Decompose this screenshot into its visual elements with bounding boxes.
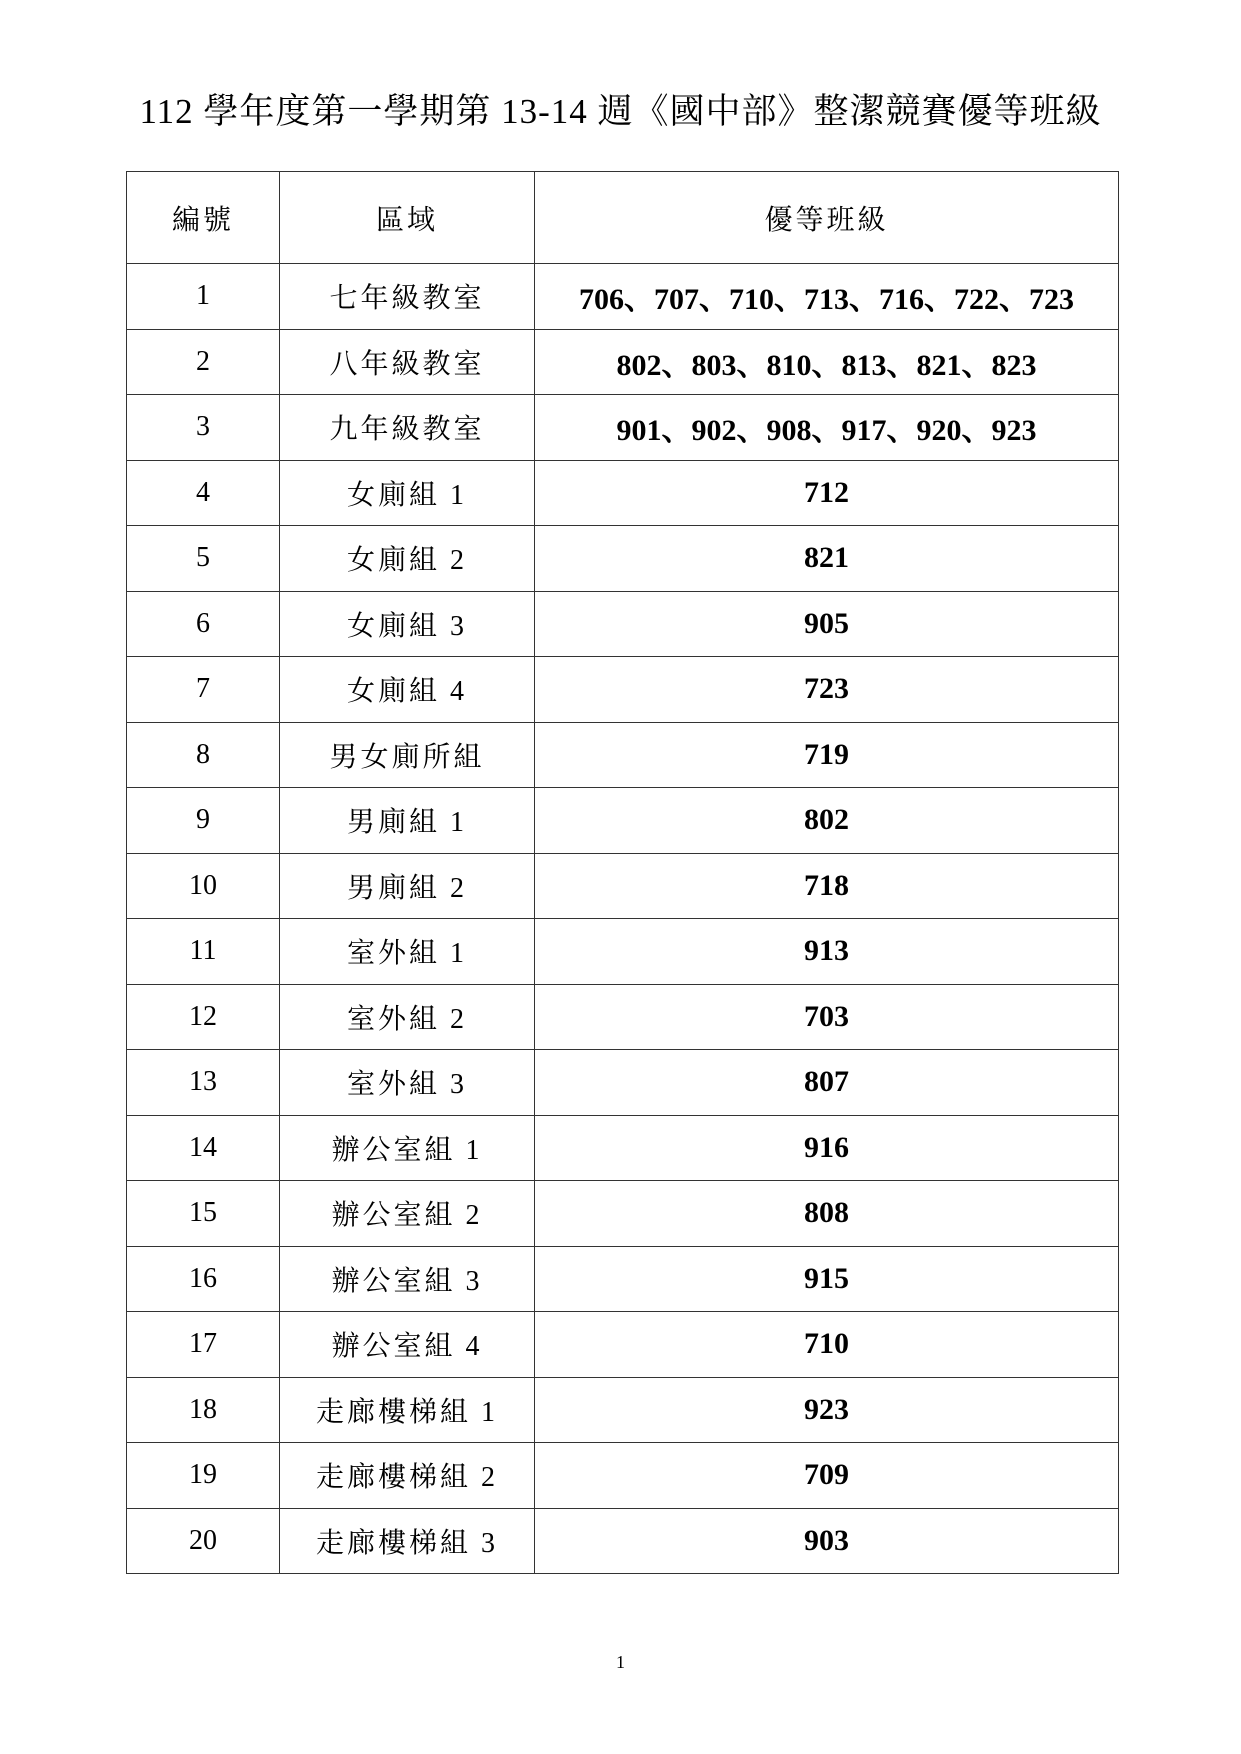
row-number: 6 — [127, 591, 280, 657]
row-number: 7 — [127, 657, 280, 723]
row-area: 辦公室組 3 — [280, 1246, 535, 1312]
row-area: 八年級教室 — [280, 329, 535, 395]
row-area: 辦公室組 2 — [280, 1181, 535, 1247]
table-row — [127, 395, 1119, 461]
row-area: 辦公室組 4 — [280, 1312, 535, 1378]
table-body — [127, 264, 1119, 1574]
row-classes: 718 — [535, 853, 1119, 919]
row-classes: 903 — [535, 1508, 1119, 1574]
row-classes: 808 — [535, 1181, 1119, 1247]
row-area: 女廁組 1 — [280, 460, 535, 526]
row-number: 1 — [127, 264, 280, 330]
row-number: 16 — [127, 1246, 280, 1312]
row-area: 室外組 2 — [280, 984, 535, 1050]
row-number: 4 — [127, 460, 280, 526]
row-number: 19 — [127, 1443, 280, 1509]
row-classes: 802、803、810、813、821、823 — [535, 329, 1119, 395]
header-number: 編號 — [127, 172, 280, 264]
header-classes: 優等班級 — [535, 172, 1119, 264]
table-row — [127, 264, 1119, 330]
table-row — [127, 460, 1119, 526]
table-row — [127, 984, 1119, 1050]
table-row — [127, 1181, 1119, 1247]
row-number: 20 — [127, 1508, 280, 1574]
row-classes: 723 — [535, 657, 1119, 723]
row-number: 11 — [127, 919, 280, 985]
row-classes: 915 — [535, 1246, 1119, 1312]
row-area: 男廁組 1 — [280, 788, 535, 854]
row-classes: 710 — [535, 1312, 1119, 1378]
row-number: 5 — [127, 526, 280, 592]
row-area: 男廁組 2 — [280, 853, 535, 919]
row-classes: 916 — [535, 1115, 1119, 1181]
row-area: 室外組 1 — [280, 919, 535, 985]
row-number: 3 — [127, 395, 280, 461]
table-row — [127, 722, 1119, 788]
row-classes: 709 — [535, 1443, 1119, 1509]
table-row — [127, 919, 1119, 985]
row-number: 10 — [127, 853, 280, 919]
row-area: 七年級教室 — [280, 264, 535, 330]
table-row — [127, 526, 1119, 592]
table-row — [127, 591, 1119, 657]
table-row — [127, 1508, 1119, 1574]
row-classes: 703 — [535, 984, 1119, 1050]
row-number: 17 — [127, 1312, 280, 1378]
table-row — [127, 1312, 1119, 1378]
row-classes: 923 — [535, 1377, 1119, 1443]
awards-table — [126, 171, 1119, 1574]
row-number: 15 — [127, 1181, 280, 1247]
row-area: 辦公室組 1 — [280, 1115, 535, 1181]
row-classes: 905 — [535, 591, 1119, 657]
row-area: 走廊樓梯組 3 — [280, 1508, 535, 1574]
table-row — [127, 329, 1119, 395]
page-number: 1 — [616, 1652, 625, 1672]
row-classes: 901、902、908、917、920、923 — [535, 395, 1119, 461]
table-row — [127, 853, 1119, 919]
row-area: 女廁組 2 — [280, 526, 535, 592]
row-classes: 719 — [535, 722, 1119, 788]
row-number: 13 — [127, 1050, 280, 1116]
header-row — [127, 172, 1119, 264]
page-title: 112 學年度第一學期第 13-14 週《國中部》整潔競賽優等班級 — [139, 92, 1102, 131]
table-row — [127, 1443, 1119, 1509]
row-area: 女廁組 3 — [280, 591, 535, 657]
table-row — [127, 1246, 1119, 1312]
row-classes: 821 — [535, 526, 1119, 592]
row-classes: 913 — [535, 919, 1119, 985]
table-row — [127, 1377, 1119, 1443]
row-area: 走廊樓梯組 2 — [280, 1443, 535, 1509]
row-area: 九年級教室 — [280, 395, 535, 461]
row-area: 室外組 3 — [280, 1050, 535, 1116]
row-number: 8 — [127, 722, 280, 788]
header-area: 區域 — [280, 172, 535, 264]
row-number: 18 — [127, 1377, 280, 1443]
row-number: 2 — [127, 329, 280, 395]
row-area: 男女廁所組 — [280, 722, 535, 788]
table-row — [127, 788, 1119, 854]
row-classes: 807 — [535, 1050, 1119, 1116]
table-row — [127, 657, 1119, 723]
row-classes: 712 — [535, 460, 1119, 526]
row-number: 14 — [127, 1115, 280, 1181]
row-classes: 802 — [535, 788, 1119, 854]
row-area: 走廊樓梯組 1 — [280, 1377, 535, 1443]
row-number: 9 — [127, 788, 280, 854]
row-area: 女廁組 4 — [280, 657, 535, 723]
row-classes: 706、707、710、713、716、722、723 — [535, 264, 1119, 330]
row-number: 12 — [127, 984, 280, 1050]
table-row — [127, 1050, 1119, 1116]
table-row — [127, 1115, 1119, 1181]
table-header — [127, 172, 1119, 264]
